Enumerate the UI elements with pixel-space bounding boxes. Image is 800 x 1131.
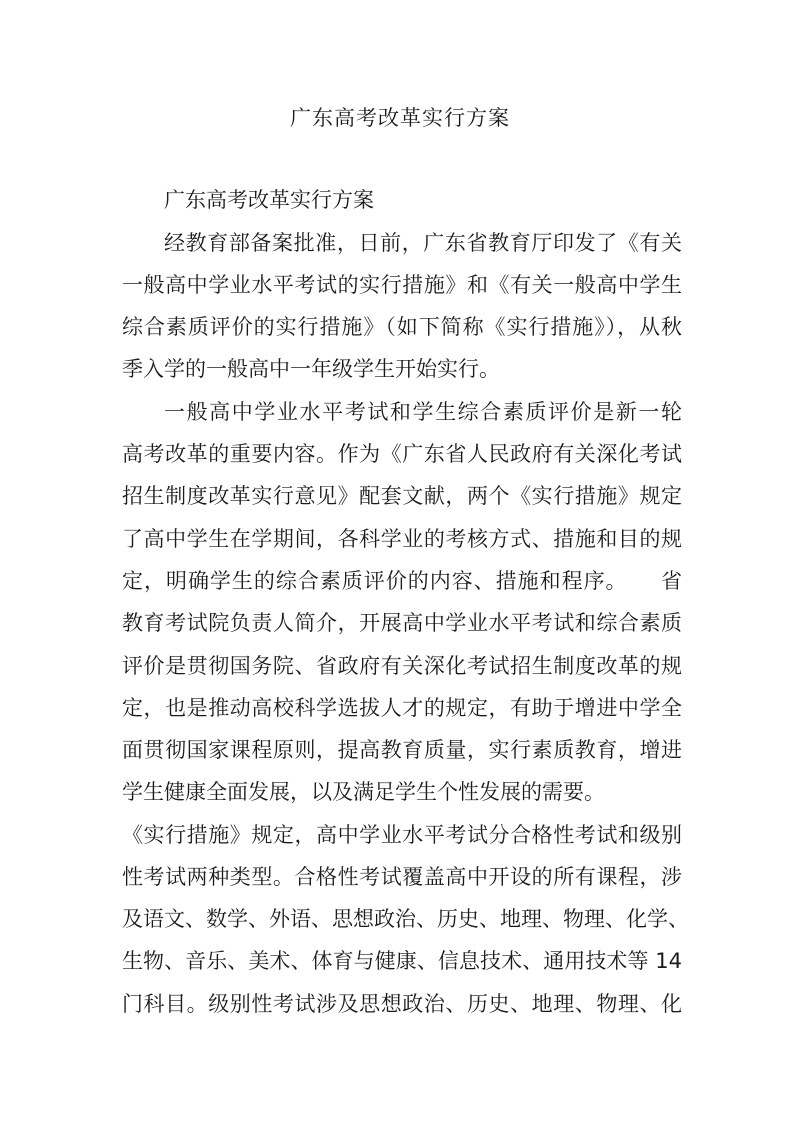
- text-line: 评价是贯彻国务院、省政府有关深化考试招生制度改革的规: [122, 654, 682, 678]
- text-line: 定，也是推动高校科学选拔人才的规定，有助于增进中学全: [122, 696, 682, 720]
- text-line: 性考试两种类型。合格性考试覆盖高中开设的所有课程，涉: [122, 865, 682, 889]
- text-line: 生物、音乐、美术、体育与健康、信息技术、通用技术等 14: [122, 949, 682, 973]
- text-line: 了高中学生在学期间，各科学业的考核方式、措施和目的规: [122, 527, 682, 551]
- text-line: 定，明确学生的综合素质评价的内容、措施和程序。 省: [122, 569, 682, 593]
- text-line: 学生健康全面发展，以及满足学生个性发展的需要。: [122, 780, 605, 804]
- text-line: 《实行措施》规定，高中学业水平考试分合格性考试和级别: [122, 823, 682, 847]
- text-line: 经教育部备案批准，日前，广东省教育厅印发了《有关: [164, 231, 682, 255]
- document-title: 广东高考改革实行方案: [290, 106, 510, 130]
- subtitle-line: 广东高考改革实行方案: [164, 188, 374, 212]
- text-line: 教育考试院负责人简介，开展高中学业水平考试和综合素质: [122, 611, 682, 635]
- text-line: 季入学的一般高中一年级学生开始实行。: [122, 357, 500, 381]
- text-line: 综合素质评价的实行措施》（如下简称《实行措施》），从秋: [122, 315, 682, 339]
- text-line: 一般高中学业水平考试和学生综合素质评价是新一轮: [164, 400, 682, 424]
- text-line: 一般高中学业水平考试的实行措施》和《有关一般高中学生: [122, 273, 682, 297]
- text-line: 高考改革的重要内容。作为《广东省人民政府有关深化考试: [122, 442, 682, 466]
- text-line: 招生制度改革实行意见》配套文献，两个《实行措施》规定: [122, 484, 682, 508]
- text-line: 及语文、数学、外语、思想政治、历史、地理、物理、化学、: [122, 907, 689, 931]
- text-line: 门科目。级别性考试涉及思想政治、历史、地理、物理、化: [122, 992, 682, 1016]
- text-line: 面贯彻国家课程原则，提高教育质量，实行素质教育，增进: [122, 738, 682, 762]
